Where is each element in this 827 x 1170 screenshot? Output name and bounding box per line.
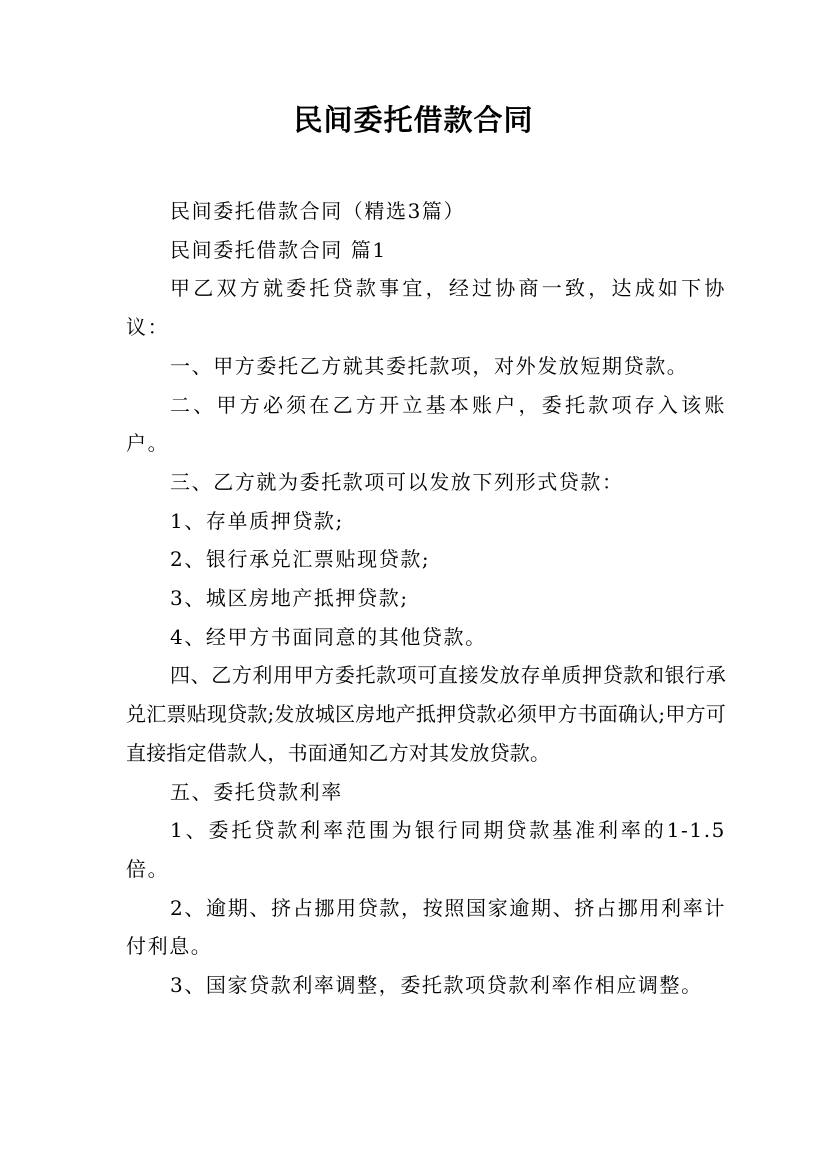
paragraph-clause-5-heading: 五、委托贷款利率 [170,779,343,804]
list-item-rate-3: 3、国家贷款利率调整，委托款项贷款利率作相应调整。 [170,973,703,998]
paragraph-clause-2: 二、甲方必须在乙方开立基本账户，委托款项存入该账户。 [126,392,726,456]
list-item-loan-type-4: 4、经甲方书面同意的其他贷款。 [170,624,487,649]
list-item-loan-type-3: 3、城区房地产抵押贷款; [170,586,409,611]
document-body [126,192,726,1005]
list-item-loan-type-1: 1、存单质押贷款; [170,508,344,533]
list-item-rate-2: 2、逾期、挤占挪用贷款，按照国家逾期、挤占挪用利率计付利息。 [126,895,726,959]
document-title: 民间委托借款合同 [293,103,534,137]
paragraph-subtitle: 民间委托借款合同（精选3篇） [170,199,466,223]
paragraph-clause-3: 三、乙方就为委托款项可以发放下列形式贷款： [170,469,624,494]
paragraph-intro: 甲乙双方就委托贷款事宜，经过协商一致，达成如下协议： [126,276,726,340]
paragraph-clause-4: 四、乙方利用甲方委托款项可直接发放存单质押贷款和银行承兑汇票贴现贷款;发放城区房地产抵押贷款必须甲方书面确认;甲方可直接指定借款人，书面通知乙方对其发放贷款。 [126,663,726,765]
list-item-rate-1: 1、委托贷款利率范围为银行同期贷款基准利率的1-1.5倍。 [126,818,726,881]
list-item-loan-type-2: 2、银行承兑汇票贴现贷款; [170,547,431,572]
paragraph-clause-1: 一、甲方委托乙方就其委托款项，对外发放短期贷款。 [170,353,689,378]
paragraph-section-heading: 民间委托借款合同 篇1 [170,237,387,262]
